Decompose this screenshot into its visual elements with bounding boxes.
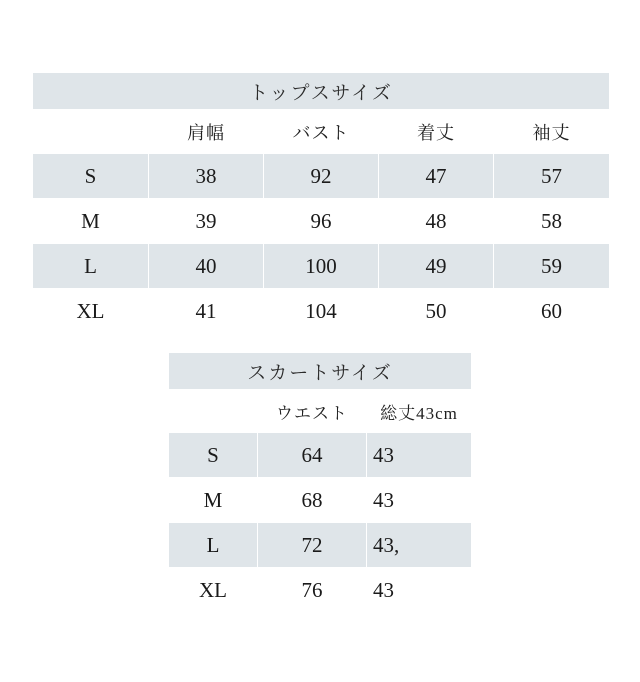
skirt-size-s: S	[169, 433, 258, 478]
skirt-xl-length: 43	[367, 568, 472, 613]
tops-title: トップスサイズ	[33, 73, 610, 110]
skirt-l-length: 43,	[367, 523, 472, 568]
table-row	[169, 568, 472, 613]
skirt-header-row	[169, 390, 472, 433]
tops-l-sleeve: 59	[494, 244, 610, 289]
tops-header-length: 着丈	[379, 110, 494, 154]
table-row	[33, 154, 610, 199]
table-row	[169, 478, 472, 523]
tops-header-blank	[33, 110, 149, 154]
tops-xl-bust: 104	[264, 289, 379, 334]
tops-header-sleeve: 袖丈	[494, 110, 610, 154]
skirt-size-l: L	[169, 523, 258, 568]
tops-l-shoulder: 40	[149, 244, 264, 289]
tops-l-length: 49	[379, 244, 494, 289]
tops-s-shoulder: 38	[149, 154, 264, 199]
tops-m-bust: 96	[264, 199, 379, 244]
tops-xl-shoulder: 41	[149, 289, 264, 334]
table-row	[33, 199, 610, 244]
skirt-header-total-length: 総丈43cm	[367, 390, 472, 433]
tops-header-bust: バスト	[264, 110, 379, 154]
tops-m-shoulder: 39	[149, 199, 264, 244]
skirt-l-waist: 72	[258, 523, 367, 568]
table-row	[169, 433, 472, 478]
table-row	[169, 523, 472, 568]
tops-size-m: M	[33, 199, 149, 244]
skirt-s-waist: 64	[258, 433, 367, 478]
tops-header-row	[33, 110, 610, 154]
tops-s-bust: 92	[264, 154, 379, 199]
skirt-size-m: M	[169, 478, 258, 523]
skirt-title: スカートサイズ	[169, 353, 472, 390]
skirt-header-waist: ウエスト	[258, 390, 367, 433]
tops-xl-sleeve: 60	[494, 289, 610, 334]
skirt-m-waist: 68	[258, 478, 367, 523]
tops-xl-length: 50	[379, 289, 494, 334]
tops-s-sleeve: 57	[494, 154, 610, 199]
tops-s-length: 47	[379, 154, 494, 199]
tops-size-l: L	[33, 244, 149, 289]
skirt-xl-waist: 76	[258, 568, 367, 613]
skirt-title-row	[169, 353, 472, 390]
tops-size-s: S	[33, 154, 149, 199]
tops-size-table	[32, 72, 610, 334]
tops-m-sleeve: 58	[494, 199, 610, 244]
skirt-m-length: 43	[367, 478, 472, 523]
skirt-size-table	[168, 352, 472, 613]
skirt-header-blank	[169, 390, 258, 433]
tops-l-bust: 100	[264, 244, 379, 289]
tops-title-row	[33, 73, 610, 110]
tops-m-length: 48	[379, 199, 494, 244]
tops-size-xl: XL	[33, 289, 149, 334]
skirt-size-xl: XL	[169, 568, 258, 613]
tops-header-shoulder: 肩幅	[149, 110, 264, 154]
table-row	[33, 289, 610, 334]
skirt-s-length: 43	[367, 433, 472, 478]
table-row	[33, 244, 610, 289]
